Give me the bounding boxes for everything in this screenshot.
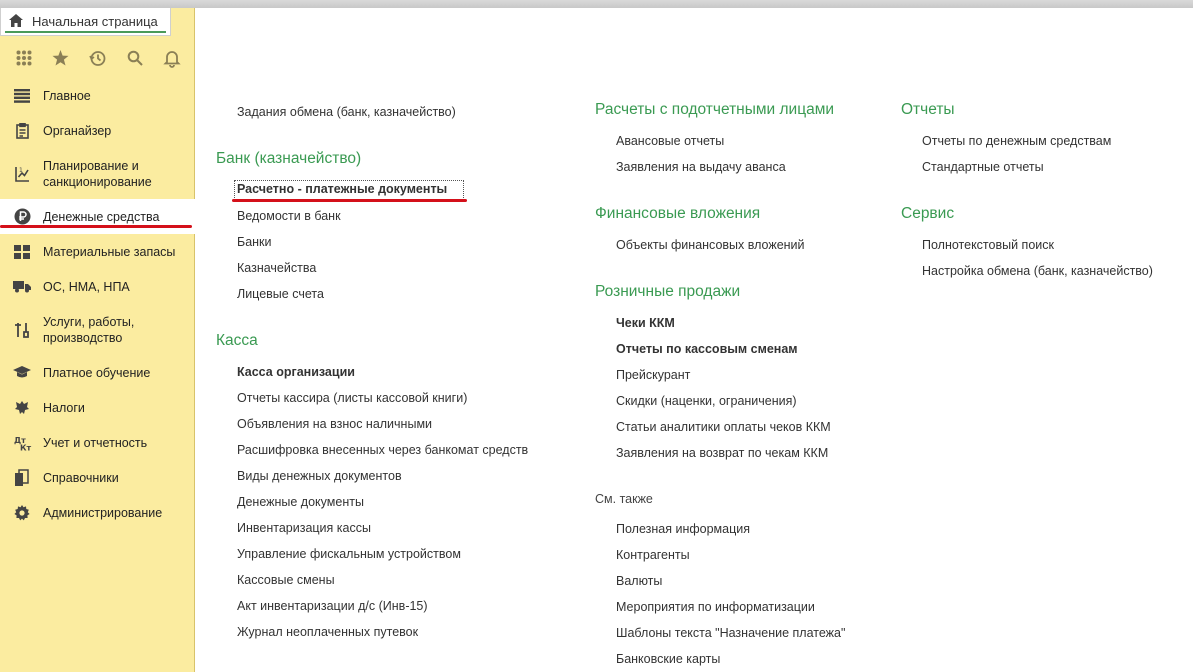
nav-item-label: Платное обучение [43,365,151,380]
link-see-also[interactable]: Контрагенты [616,548,690,562]
link-retail[interactable]: Заявления на возврат по чекам ККМ [616,446,829,460]
link-kassa[interactable]: Денежные документы [237,495,364,509]
toolbar-icons [0,44,195,72]
link-advance-requests[interactable]: Заявления на выдачу аванса [616,160,786,174]
link-retail[interactable]: Чеки ККМ [616,316,675,330]
section-title-reports: Отчеты [901,101,955,118]
section-nav [0,78,195,530]
gear-icon [12,503,32,523]
nav-item-label: Услуги, работы, производство [43,314,135,345]
link-retail[interactable]: Скидки (наценки, ограничения) [616,394,797,408]
link-kassa[interactable]: Журнал неоплаченных путевок [237,625,419,639]
link-kassa[interactable]: Инвентаризация кассы [237,521,371,535]
nav-item-materials[interactable] [0,234,195,269]
link-see-also[interactable]: Банковские карты [616,652,721,666]
graduation-cap-icon [12,363,32,383]
link-reports[interactable]: Отчеты по денежным средствам [922,134,1112,148]
link-service[interactable]: Настройка обмена (банк, казначейство) [922,264,1153,278]
link-kassa[interactable]: Виды денежных документов [237,469,402,483]
link-kassa[interactable]: Касса организации [237,365,355,379]
nav-item-paid-education[interactable] [0,355,195,390]
link-retail[interactable]: Прейскурант [616,368,691,382]
nav-item-label: Денежные средства [43,209,160,224]
nav-item-main[interactable] [0,78,195,113]
link-kassa[interactable]: Акт инвентаризации д/с (Инв-15) [237,599,428,613]
nav-item-money[interactable] [0,199,195,234]
link-reports[interactable]: Стандартные отчеты [922,160,1044,174]
see-also-title: См. также [595,492,653,506]
nav-item-fixed-assets[interactable] [0,269,195,304]
home-icon [9,14,23,30]
nav-item-label: Учет и отчетность [43,435,148,450]
link-kassa[interactable]: Кассовые смены [237,573,335,587]
favorites-star-icon[interactable] [42,46,79,70]
link-kassa[interactable]: Объявления на взнос наличными [237,417,433,431]
link-retail[interactable]: Отчеты по кассовым сменам [616,342,798,356]
nav-item-catalogs[interactable] [0,460,195,495]
nav-item-label: Налоги [43,400,85,415]
apps-grid-icon[interactable] [5,46,42,70]
nav-item-label: Органайзер [43,123,112,138]
nav-item-label: Справочники [43,470,119,485]
link-kassa[interactable]: Расшифровка внесенных через банкомат средств [237,443,529,457]
home-tab-label: Начальная страница [32,14,158,29]
home-tab[interactable] [0,8,171,36]
link-investment-objects[interactable]: Объекты финансовых вложений [616,238,805,252]
nav-item-label: Материальные запасы [43,244,176,259]
section-title-kassa: Касса [216,332,258,349]
truck-icon [12,277,32,297]
search-icon[interactable] [116,46,153,70]
clipboard-icon [12,121,32,141]
sidebar [0,8,195,672]
section-title-retail: Розничные продажи [595,283,741,300]
nav-item-label: ОС, НМА, НПА [43,279,130,294]
nav-item-administration[interactable] [0,495,195,530]
tools-icon [12,320,32,340]
link-see-also[interactable]: Шаблоны текста "Назначение платежа" [616,626,846,640]
section-title-service: Сервис [901,205,955,222]
coat-of-arms-icon [12,398,32,418]
nav-item-planning[interactable] [0,148,195,199]
planning-icon [12,164,32,184]
menu-icon [12,86,32,106]
notifications-bell-icon[interactable] [153,46,190,70]
nav-item-accounting[interactable] [0,425,195,460]
link-treasuries[interactable]: Казначейства [237,261,317,275]
link-highlight-underline [232,199,467,202]
svg-text:1: 1 [19,166,23,174]
link-see-also[interactable]: Мероприятия по информатизации [616,600,815,614]
link-exchange-tasks[interactable]: Задания обмена (банк, казначейство) [237,105,456,119]
warehouse-icon [12,242,32,262]
link-kassa[interactable]: Отчеты кассира (листы кассовой книги) [237,391,468,405]
link-retail[interactable]: Статьи аналитики оплаты чеков ККМ [616,420,831,434]
debit-credit-icon [12,433,32,453]
nav-item-services[interactable] [0,304,195,355]
nav-item-label: Администрирование [43,505,163,520]
nav-item-label: Главное [43,88,91,103]
nav-highlight-underline [0,225,192,228]
link-banks[interactable]: Банки [237,235,272,249]
window-top-bar [0,0,1193,8]
link-personal-accounts[interactable]: Лицевые счета [237,287,324,301]
svg-text:Дт: Дт [14,435,26,445]
link-service[interactable]: Полнотекстовый поиск [922,238,1054,252]
section-title-accountable-persons: Расчеты с подотчетными лицами [595,101,835,118]
nav-item-taxes[interactable] [0,390,195,425]
link-kassa[interactable]: Управление фискальным устройством [237,547,461,561]
history-icon[interactable] [79,46,116,70]
svg-text:Кт: Кт [20,443,32,452]
section-title-financial-investments: Финансовые вложения [595,205,761,222]
nav-item-label: Планирование и санкционирование [43,158,152,189]
link-see-also[interactable]: Полезная информация [616,522,750,536]
main-content [196,8,1193,672]
books-icon [12,468,32,488]
link-advance-reports[interactable]: Авансовые отчеты [616,134,725,148]
nav-item-organizer[interactable] [0,113,195,148]
link-see-also[interactable]: Валюты [616,574,663,588]
link-payment-documents[interactable]: Расчетно - платежные документы [237,182,448,196]
link-bank-statements[interactable]: Ведомости в банк [237,209,341,223]
section-title-bank: Банк (казначейство) [216,150,362,167]
ruble-coin-icon [12,207,32,227]
home-tab-underline [5,31,166,33]
